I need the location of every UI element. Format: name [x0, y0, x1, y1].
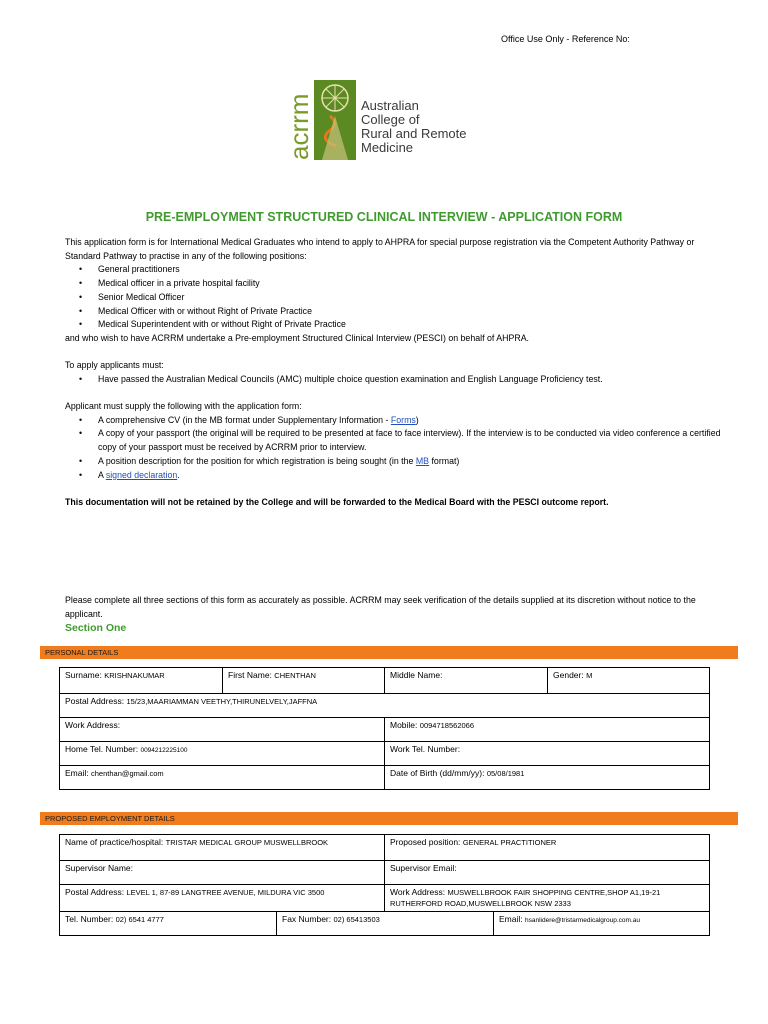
supervisor-email-cell[interactable] [385, 861, 710, 885]
list-item: • Medical officer in a private hospital facility [65, 277, 725, 291]
employment-postal-label: Postal Address: [65, 887, 125, 897]
retention-notice: This documentation will not be retained by the College and will be forwarded to the Medical Board with the PESCI outcome report. [65, 497, 609, 507]
supply-block [65, 400, 725, 482]
first-name-cell[interactable] [223, 668, 385, 694]
employment-email-value: hsanlidere@tristarmedicalgroup.com.au [525, 917, 641, 924]
employment-postal-cell[interactable] [60, 885, 385, 912]
logo-text [361, 99, 467, 155]
employment-work-address-cell[interactable] [385, 885, 710, 912]
proposed-position-label: Proposed position: [390, 837, 461, 847]
list-item: • Medical Officer with or without Right of Private Practice [65, 305, 725, 319]
employment-details-table [59, 834, 710, 936]
position-end: format) [429, 455, 460, 466]
mobile-label: Mobile: [390, 720, 418, 730]
personal-details-title: PERSONAL DETAILS [45, 648, 119, 657]
personal-details-table [59, 667, 710, 790]
list-item [65, 469, 725, 483]
practice-value: TRISTAR MEDICAL GROUP MUSWELLBROOK [165, 838, 329, 847]
list-item: • Senior Medical Officer [65, 291, 725, 305]
mb-link[interactable]: MB [415, 455, 430, 466]
dob-value: 05/08/1981 [486, 769, 525, 778]
logo-line-2: College of [361, 112, 420, 127]
cv-text: A comprehensive CV (in the MB format under Supplementary Information - [98, 414, 391, 425]
form-title: PRE-EMPLOYMENT STRUCTURED CLINICAL INTERVIEW - APPLICATION FORM [145, 210, 623, 224]
list-item [65, 455, 725, 469]
proposed-position-cell[interactable] [385, 835, 710, 861]
logo-abbr: acrrm [284, 93, 314, 160]
dob-cell[interactable] [385, 766, 710, 790]
employment-work-line-2: RUTHERFORD ROAD,MUSWELLBROOK NSW 2333 [390, 899, 571, 908]
list-item: • General practitioners [65, 263, 725, 277]
list-item: • Have passed the Australian Medical Councils (AMC) multiple choice question examination and English Language Proficiency test. [65, 373, 725, 387]
mobile-value: 0094718562066 [419, 721, 475, 730]
employment-fax-cell[interactable] [277, 912, 494, 936]
forms-link[interactable]: Forms [390, 414, 416, 425]
employment-work-line-1: MUSWELLBROOK FAIR SHOPPING CENTRE,SHOP A1,19-21 [447, 888, 661, 897]
home-tel-value: 0094212225100 [140, 747, 188, 754]
first-name-label: First Name: [228, 670, 272, 680]
list-item: • A copy of your passport (the original will be required to be presented at face to face interview). If the interview is to be conducted via video conference a certified copy of your passport must be received by ACRRM prior to interview. [65, 427, 725, 454]
work-tel-label: Work Tel. Number: [390, 744, 461, 754]
employment-tel-cell[interactable] [60, 912, 277, 936]
intro-paragraph: This application form is for International Medical Graduates who intend to apply to AHPRA for special purpose registration via the Competent Authority Pathway or Standard Pathway to practise in any of the following positions: [65, 237, 695, 261]
employment-fax-label: Fax Number: [282, 914, 332, 924]
supply-heading: Applicant must supply the following with the application form: [65, 401, 302, 411]
first-name-value: CHENTHAN [274, 671, 316, 680]
intro-block [65, 236, 725, 346]
supervisor-name-cell[interactable] [60, 861, 385, 885]
personal-details-bar [40, 646, 738, 659]
supervisor-email-label: Supervisor Email: [390, 863, 457, 873]
surname-value: KRISHNAKUMAR [104, 671, 165, 680]
employment-email-label: Email: [499, 914, 523, 924]
supply-list [65, 414, 725, 483]
decl-end: . [177, 469, 180, 480]
list-item: • Medical Superintendent with or without Right of Private Practice [65, 318, 725, 332]
reference-number-label: Office Use Only - Reference No: [501, 34, 630, 44]
email-value: chenthan@gmail.com [91, 769, 164, 778]
list-item [65, 414, 725, 428]
practice-label: Name of practice/hospital: [65, 837, 164, 847]
practice-cell[interactable] [60, 835, 385, 861]
section-one-heading: Section One [65, 622, 127, 634]
home-tel-label: Home Tel. Number: [65, 744, 139, 754]
employment-details-title: PROPOSED EMPLOYMENT DETAILS [45, 814, 175, 823]
middle-name-label: Middle Name: [390, 670, 443, 680]
requirements-heading: To apply applicants must: [65, 360, 164, 370]
positions-list [65, 263, 725, 332]
surname-label: Surname: [65, 670, 102, 680]
signed-declaration-link[interactable]: signed declaration [105, 469, 178, 480]
employment-work-label: Work Address: [390, 887, 446, 897]
surname-cell[interactable] [60, 668, 223, 694]
complete-note: Please complete all three sections of this form as accurately as possible. ACRRM may seek verification of the details supplied at its discretion without notice to the applicant. [65, 595, 696, 619]
mobile-cell[interactable] [385, 718, 710, 742]
dob-label: Date of Birth (dd/mm/yy): [390, 768, 485, 778]
work-address-label: Work Address: [65, 720, 121, 730]
employment-tel-value: 02) 6541 4777 [115, 915, 164, 924]
home-tel-cell[interactable] [60, 742, 385, 766]
cv-end: ) [415, 414, 419, 425]
requirements-list [65, 373, 725, 387]
email-cell[interactable] [60, 766, 385, 790]
postal-address-cell[interactable] [60, 694, 710, 718]
work-tel-cell[interactable] [385, 742, 710, 766]
work-address-cell[interactable] [60, 718, 385, 742]
logo-line-4: Medicine [361, 140, 414, 155]
postal-address-label: Postal Address: [65, 696, 125, 706]
proposed-position-value: GENERAL PRACTITIONER [462, 838, 557, 847]
postal-address-value: 15/23,MAARIAMMAN VEETHY,THIRUNELVELY,JAFFNA [126, 697, 318, 706]
employment-postal-value: LEVEL 1, 87-89 LANGTREE AVENUE, MILDURA VIC 3500 [126, 888, 325, 897]
decl-text: A [98, 469, 106, 480]
requirements-block [65, 359, 725, 386]
gender-value: M [586, 671, 593, 680]
employment-fax-value: 02) 65413503 [333, 915, 380, 924]
logo-line-3: Rural and Remote [361, 126, 467, 141]
logo-line-1: Australian [361, 98, 419, 113]
intro-closing: and who wish to have ACRRM undertake a Pre-employment Structured Clinical Interview (PESCI) on behalf of AHPRA. [65, 332, 530, 343]
supervisor-name-label: Supervisor Name: [65, 863, 134, 873]
gender-label: Gender: [553, 670, 584, 680]
employment-email-cell[interactable] [494, 912, 710, 936]
position-text: A position description for the position for which registration is being sought (in the [98, 455, 416, 466]
email-label: Email: [65, 768, 89, 778]
middle-name-cell[interactable] [385, 668, 548, 694]
employment-tel-label: Tel. Number: [65, 914, 114, 924]
gender-cell[interactable] [548, 668, 710, 694]
employment-details-bar [40, 812, 738, 825]
